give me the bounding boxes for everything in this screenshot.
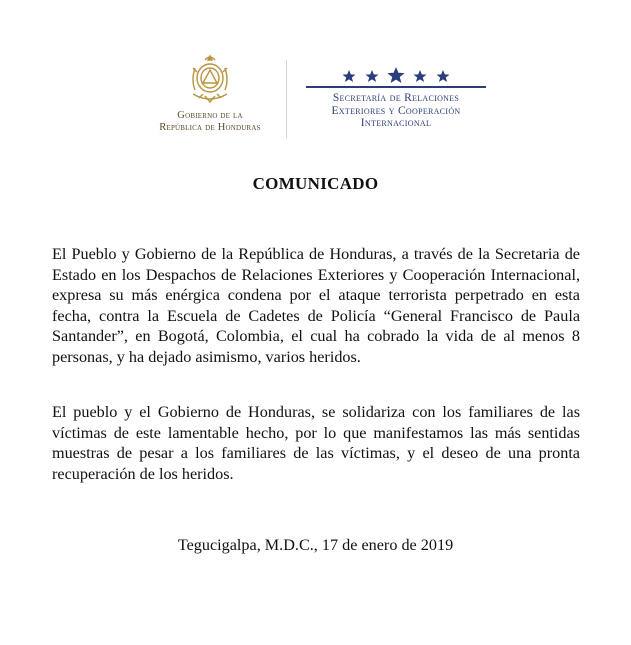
letterhead <box>0 40 631 140</box>
document-title: COMUNICADO <box>252 174 379 193</box>
body-paragraph-2: El pueblo y el Gobierno de Honduras, se solidariza con los familiares de las víctimas de este lamentable hecho, por lo que manifestamos las más sentidas muestras de pesar a los familiares de las víctimas, y el deseo de una pronta recuperación de los heridos. <box>52 403 580 483</box>
coat-of-arms-icon <box>183 50 237 108</box>
government-name <box>140 110 280 134</box>
ministry-name-line3: Internacional <box>360 117 432 129</box>
body-paragraph-1: El Pueblo y Gobierno de la República de Honduras, a través de la Secretaria de Estado en los Despachos de Relaciones Exteriores y Cooperación Internacional, expresa su más enérgica condena por el ataque terrorista perpetrado en esta fecha, contra la Escuela de Cadetes de Policía “General Francisco de Paula Santander”, en Bogotá, Colombia, el cual ha cobrado la vida de al menos 8 personas, y ha dejado asimismo, varios heridos. <box>52 245 580 366</box>
government-name-line1: Gobierno de la <box>177 110 243 121</box>
government-logo-block <box>140 50 280 134</box>
header-divider <box>286 60 287 138</box>
ministry-rule <box>306 86 486 88</box>
stars-icon <box>296 66 496 84</box>
ministry-name <box>296 92 496 130</box>
ministry-name-line2: Exteriores y Cooperación <box>331 104 461 117</box>
ministry-name-line1: Secretaría de Relaciones <box>332 92 460 104</box>
ministry-logo-block <box>296 66 496 130</box>
government-name-line2: República de Honduras <box>159 122 261 133</box>
dateline: Tegucigalpa, M.D.C., 17 de enero de 2019 <box>177 536 454 554</box>
